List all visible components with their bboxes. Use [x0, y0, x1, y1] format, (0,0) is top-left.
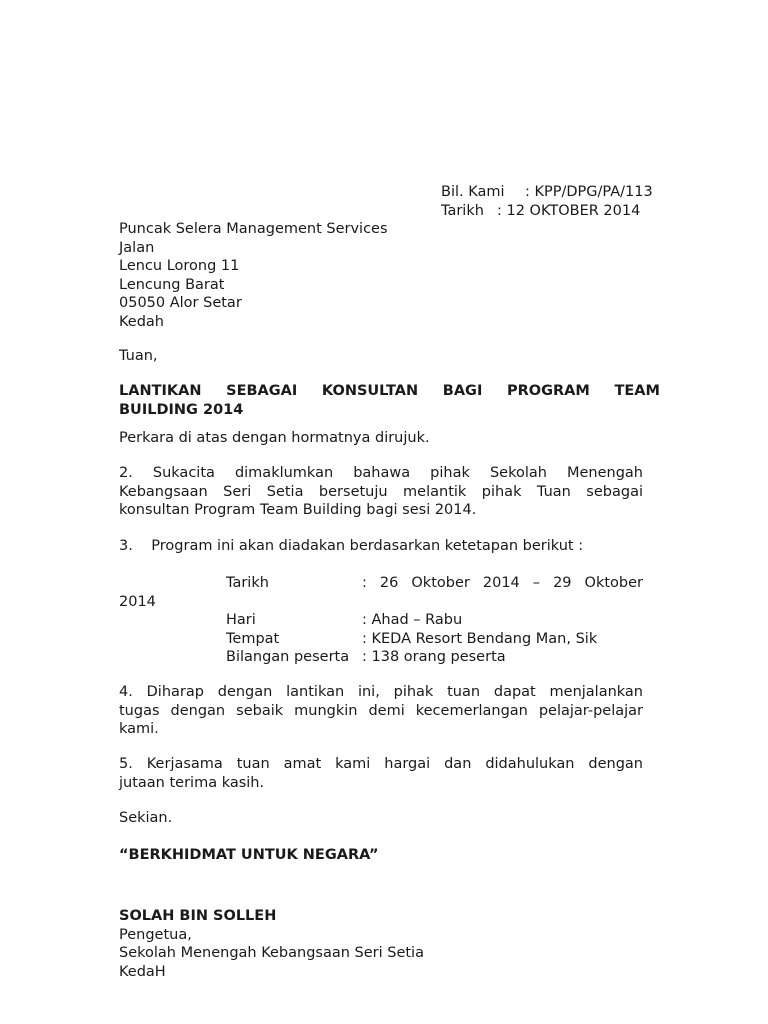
reference-number-row — [441, 183, 653, 202]
salutation: Tuan, — [119, 348, 158, 364]
paragraph-3: 3. Program ini akan diadakan berdasarkan ketetapan berikut : — [119, 538, 584, 554]
program-details — [119, 574, 643, 667]
reference-date-row — [441, 202, 653, 221]
subject-word: LANTIKAN — [119, 383, 202, 399]
signatory-title: Pengetua, — [119, 926, 192, 943]
details-venue-label: Tempat — [226, 630, 280, 647]
subject-line-2: BUILDING 2014 — [119, 401, 244, 418]
paragraph-2-line: konsultan Program Team Building bagi sesi 2014. — [119, 502, 477, 518]
details-participants-label: Bilangan peserta — [226, 649, 350, 665]
reference-block — [441, 183, 653, 220]
paragraph-4-line: tugas dengan sebaik mungkin demi kecemerlangan pelajar-pelajar — [119, 702, 643, 719]
signatory-name: SOLAH BIN SOLLEH — [119, 908, 277, 924]
details-venue-value: : KEDA Resort Bendang Man, Sik — [362, 630, 598, 647]
paragraph-2-line: 2. Sukacita dimaklumkan bahawa pihak Sekolah Menengah — [119, 465, 643, 481]
recipient-line: Kedah — [119, 313, 164, 330]
subject-word: PROGRAM — [507, 383, 590, 399]
subject-heading — [119, 382, 660, 419]
details-row-date — [119, 574, 643, 593]
paragraph-2-line: Kebangsaan Seri Setia bersetuju melantik pihak Tuan sebagai — [119, 483, 643, 500]
recipient-line: Jalan — [119, 239, 155, 256]
paragraph-4-line: kami. — [119, 721, 159, 737]
subject-word: SEBAGAI — [226, 383, 298, 399]
reference-number-value: : KPP/DPG/PA/113 — [525, 184, 653, 200]
subject-word: TEAM — [614, 383, 660, 399]
reference-date-label: Tarikh — [441, 202, 484, 219]
details-row-day — [119, 611, 643, 630]
reference-date-value: : 12 OKTOBER 2014 — [497, 202, 641, 219]
signatory-school: Sekolah Menengah Kebangsaan Seri Setia — [119, 945, 424, 961]
paragraph-4 — [119, 683, 643, 739]
paragraph-4-line: 4. Diharap dengan lantikan ini, pihak tuan dapat menjalankan — [119, 684, 643, 700]
recipient-line: Lencung Barat — [119, 276, 225, 293]
details-date-label: Tarikh — [226, 575, 269, 591]
recipient-line: Puncak Selera Management Services — [119, 221, 388, 237]
paragraph-5-line: jutaan terima kasih. — [119, 774, 265, 791]
details-row-venue — [119, 630, 643, 649]
paragraph-2 — [119, 464, 643, 520]
details-day-label: Hari — [226, 612, 256, 628]
motto: “BERKHIDMAT UNTUK NEGARA” — [119, 847, 379, 863]
paragraph-5 — [119, 755, 643, 792]
subject-line-1 — [119, 382, 660, 401]
signatory-state: KedaH — [119, 963, 166, 980]
recipient-line: 05050 Alor Setar — [119, 295, 242, 311]
details-participants-value: : 138 orang peserta — [362, 649, 506, 665]
intro-paragraph: Perkara di atas dengan hormatnya dirujuk. — [119, 430, 430, 446]
details-date-wrap: 2014 — [119, 593, 156, 610]
signatory-block — [119, 907, 643, 981]
closing: Sekian. — [119, 810, 173, 826]
subject-word: BAGI — [442, 383, 483, 399]
details-row-participants — [119, 648, 643, 667]
reference-number-label: Bil. Kami — [441, 184, 505, 200]
details-day-value: : Ahad – Rabu — [362, 612, 463, 628]
recipient-address — [119, 220, 643, 331]
recipient-line: Lencu Lorong 11 — [119, 258, 240, 274]
subject-word: KONSULTAN — [321, 383, 419, 399]
details-date-value: : 26 Oktober 2014 – 29 Oktober — [362, 575, 643, 591]
paragraph-5-line: 5. Kerjasama tuan amat kami hargai dan didahulukan dengan — [119, 756, 643, 772]
